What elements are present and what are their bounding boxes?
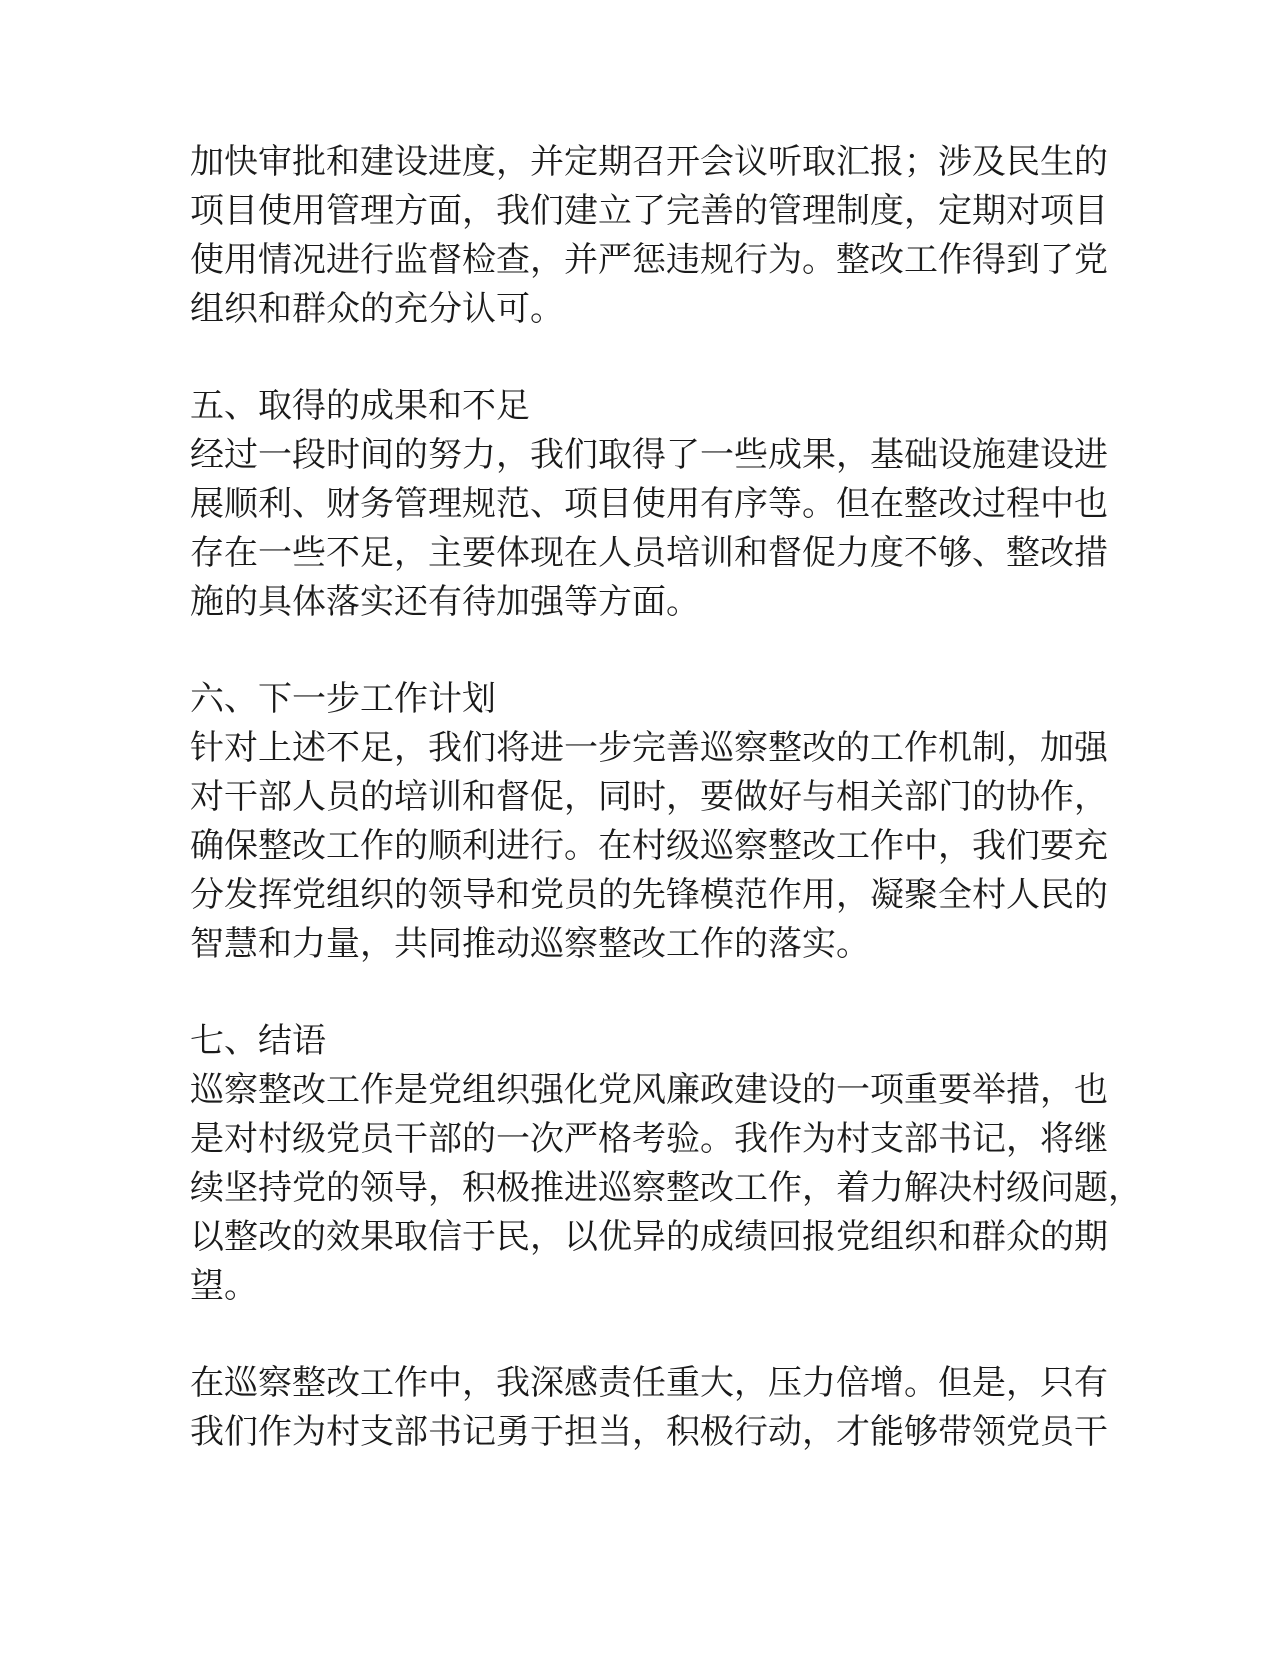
section-heading-6: 六、下一步工作计划: [190, 679, 496, 719]
paragraph-line: 对干部人员的培训和督促，同时，要做好与相关部门的协作，: [190, 777, 1108, 817]
paragraph-line: 分发挥党组织的领导和党员的先锋模范作用，凝聚全村人民的: [190, 875, 1108, 915]
paragraph-line: 加快审批和建设进度，并定期召开会议听取汇报；涉及民生的: [190, 142, 1108, 182]
paragraph-line: 组织和群众的充分认可。: [190, 289, 564, 329]
paragraph-line: 巡察整改工作是党组织强化党风廉政建设的一项重要举措，也: [190, 1070, 1108, 1110]
paragraph-line: 施的具体落实还有待加强等方面。: [190, 582, 700, 622]
paragraph-line: 经过一段时间的努力，我们取得了一些成果，基础设施建设进: [190, 435, 1108, 475]
section-heading-7: 七、结语: [190, 1021, 326, 1061]
paragraph-line: 针对上述不足，我们将进一步完善巡察整改的工作机制，加强: [190, 728, 1108, 768]
section-heading-5: 五、取得的成果和不足: [190, 386, 530, 426]
paragraph-line: 我们作为村支部书记勇于担当，积极行动，才能够带领党员干: [190, 1412, 1108, 1452]
paragraph-line: 是对村级党员干部的一次严格考验。我作为村支部书记，将继: [190, 1119, 1108, 1159]
paragraph-line: 在巡察整改工作中，我深感责任重大，压力倍增。但是，只有: [190, 1363, 1108, 1403]
paragraph-line: 智慧和力量，共同推动巡察整改工作的落实。: [190, 924, 870, 964]
paragraph-line: 展顺利、财务管理规范、项目使用有序等。但在整改过程中也: [190, 484, 1108, 524]
paragraph-line: 续坚持党的领导，积极推进巡察整改工作，着力解决村级问题，: [190, 1168, 1142, 1208]
paragraph-line: 以整改的效果取信于民，以优异的成绩回报党组织和群众的期: [190, 1217, 1108, 1257]
paragraph-line: 使用情况进行监督检查，并严惩违规行为。整改工作得到了党: [190, 240, 1108, 280]
paragraph-line: 确保整改工作的顺利进行。在村级巡察整改工作中，我们要充: [190, 826, 1108, 866]
paragraph-line: 存在一些不足，主要体现在人员培训和督促力度不够、整改措: [190, 533, 1108, 573]
paragraph-line: 项目使用管理方面，我们建立了完善的管理制度，定期对项目: [190, 191, 1108, 231]
paragraph-line: 望。: [190, 1266, 258, 1306]
